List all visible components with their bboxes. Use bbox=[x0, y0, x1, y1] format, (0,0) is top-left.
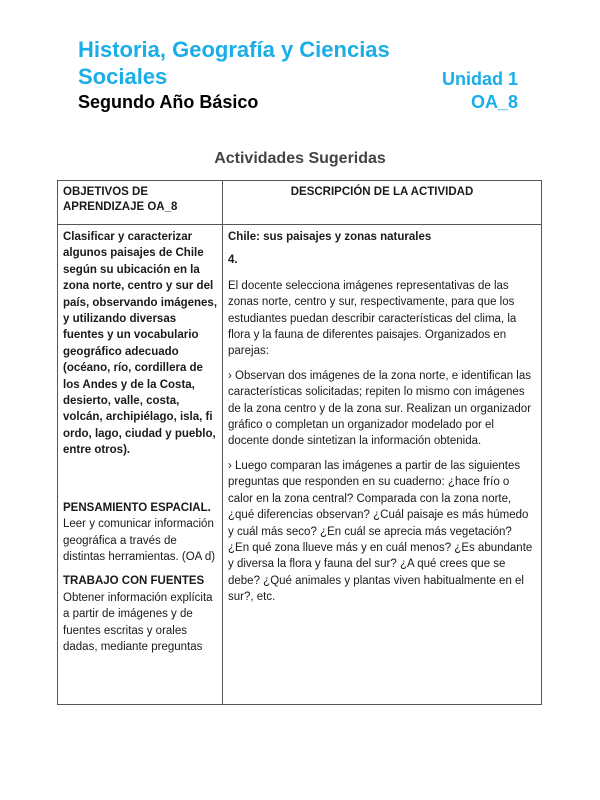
learning-objective: Clasificar y caracterizar algunos paisajes de Chile según su ubicación en la zona norte, centro y sur del país, observando imágenes, y utilizando diversas fuentes y un vocabulario geográfico adecuado (océano, río, cordillera de los Andes y de la Costa, desierto, valle, costa, volcán, archipiélago, isla, fi ordo, lago, ciudad y pueblo, entre otros). bbox=[63, 231, 218, 457]
grade-label: Segundo Año Básico bbox=[78, 92, 259, 112]
skill-sources-text: Obtener información explícita a partir de imágenes y de fuentes escritas y orales dadas, mediante preguntas bbox=[63, 591, 213, 653]
skill-sources-title: TRABAJO CON FUENTES bbox=[63, 575, 205, 588]
activity-title: Chile: sus paisajes y zonas naturales bbox=[228, 231, 432, 243]
objectives-header: OBJETIVOS DE APRENDIZAJE OA_8 bbox=[63, 186, 178, 213]
skill-sources bbox=[63, 573, 218, 655]
description-cell bbox=[228, 229, 536, 606]
skill-spatial-title: PENSAMIENTO ESPACIAL. bbox=[63, 501, 211, 514]
subject-title-line1: Historia, Geografía y Ciencias bbox=[78, 37, 390, 62]
section-title: Actividades Sugeridas bbox=[214, 150, 386, 167]
description-header: DESCRIPCIÓN DE LA ACTIVIDAD bbox=[290, 186, 474, 198]
objectives-cell bbox=[63, 229, 218, 655]
activity-intro: El docente selecciona imágenes representativas de las zonas norte, centro y sur, respectivamente, para que los estudiantes puedan describir características del clima, la flora y la fauna de diferentes paisajes. Organizados en parejas: bbox=[228, 279, 517, 358]
activity-step-2: › Luego comparan las imágenes a partir de las siguientes preguntas que responden en su cuaderno: ¿hace frío o calor en la zona central? Comparada con la zona norte, ¿qué diferencias observan? ¿Cuál paisaje es más húmedo y cuál más seco? ¿En cuál se aprecia más vegetación? ¿En qué zona llueve más y en cuál menos? ¿Es abundante y diversa la flora y fauna del sur? ¿A qué crees que se debe? ¿Qué animales y plantas viven habitualmente en el sur?, etc. bbox=[228, 459, 533, 604]
activity-step-1: › Observan dos imágenes de la zona norte, e identifican las características solicitadas; repiten lo mismo con imágenes de la zona centro y de la zona sur. Realizan un organizador gráfico o completan un organizador modelado por el docente donde sintetizan la información obtenida. bbox=[228, 369, 532, 448]
activities-table bbox=[57, 180, 542, 705]
column-divider bbox=[222, 181, 223, 704]
skill-spatial-thinking bbox=[63, 500, 218, 566]
oa-label: OA_8 bbox=[470, 92, 518, 112]
unit-label: Unidad 1 bbox=[441, 69, 518, 89]
skill-spatial-text: Leer y comunicar información geográfica a través de distintas herramientas. (OA d) bbox=[63, 518, 216, 563]
header-divider bbox=[58, 224, 541, 225]
subject-title-line2: Sociales bbox=[78, 64, 168, 89]
activity-number: 4. bbox=[228, 254, 238, 267]
